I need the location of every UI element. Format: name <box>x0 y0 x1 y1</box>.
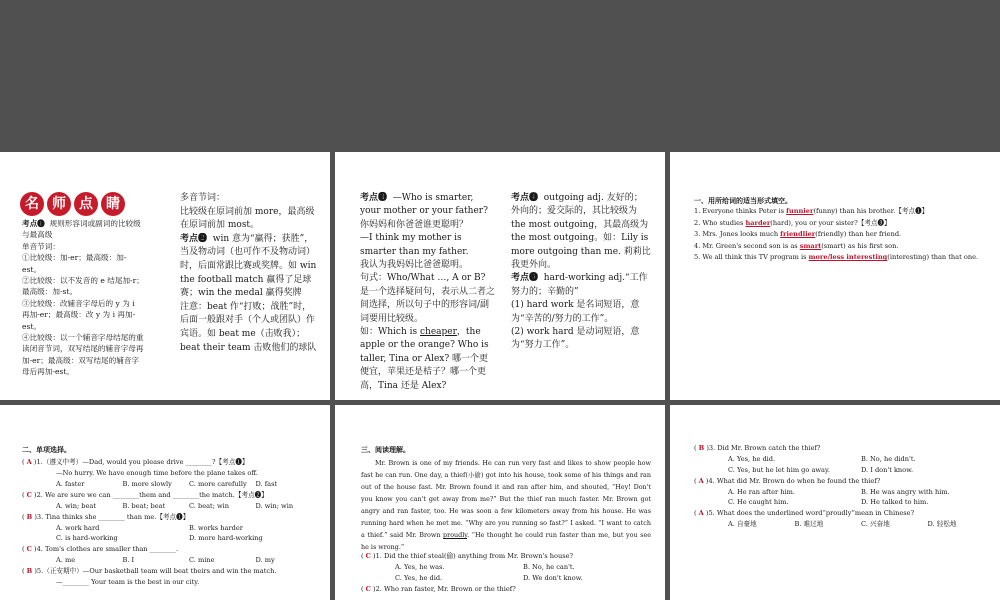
key-point-1 <box>22 218 144 378</box>
question: ( B )3. Tina thinks she ________ than me.【考点❶】 <box>22 512 190 521</box>
panel-reading-continued <box>670 405 1000 600</box>
key-point-2 <box>180 233 320 355</box>
fill-in-item: 5. We all think this TV program is more/less interesting(interesting) than that one. <box>694 253 979 262</box>
key-point-3 <box>360 192 496 326</box>
badge <box>20 192 125 216</box>
key-point-3-example <box>360 326 496 393</box>
answer: harder <box>745 218 771 227</box>
answer: friendlier <box>780 230 816 239</box>
fill-in-heading: 一、用所给词的适当形式填空。 <box>694 196 792 205</box>
question-continued: —________ Your team is the best in our city. <box>56 577 200 586</box>
options: A. work hard B. works harder C. is hard-working D. more hard-working <box>56 523 263 543</box>
question: ( A )5. What does the underlined word“proudly”mean in Chinese? <box>694 509 915 518</box>
question: ( A )1.（遵义中考）—Dad, would you please drive ________?【考点❶】 <box>22 458 249 466</box>
column-2 <box>511 192 651 353</box>
options: A. me B. I C. mine D. my <box>56 556 275 565</box>
options: A. Yes, he was. B. No, he can't. C. Yes, he did. D. We don't know. <box>395 563 583 582</box>
question: ( B )3. Did Mr. Brown catch the thief? <box>694 444 821 452</box>
question: ( A )4. What did Mr. Brown do when he found the thief? <box>694 476 881 485</box>
question-continued: —No hurry. We have enough time before the plane takes off. <box>56 469 258 477</box>
key-point-5 <box>511 272 651 352</box>
key-point-5-label: 考点❺ <box>511 273 539 284</box>
underlined-word: proudly <box>443 531 468 539</box>
panel-fill-in-exercise <box>670 152 1000 400</box>
fill-in-item: 4. Mr. Green's second son is as smart(smart) as his first son. <box>694 241 899 250</box>
key-point-2-text: win 意为“赢得；获胜”，当及物动词（也可作不及物动词）时，后面常跟比赛或奖牌。如 win the football match 赢得了足球赛；win the medal 赢得奖牌 注意：beat 作“打败；战胜”时，后面一般跟对手（个人或团队）作宾语。如 beat me（击败我）；beat their team 击败他们的球队 <box>180 233 317 353</box>
column-1 <box>360 192 496 393</box>
options: A. Yes, he did. B. No, he didn't. C. Yes, but he let him go away. D. I don't know. <box>728 455 916 474</box>
panel-multiple-choice <box>0 405 330 600</box>
key-point-1-text: 规则形容词或副词的比较级与最高级 单音节词： ①比较级：加-er；最高级：加-est。 ②比较级：以不发音的 e 结尾加-r；最高级：加-st。 ③比较级：改辅音字母后的 y 为 i 再加-er；最高级：改 y 为 i 再加-est。 ④比较级：以一个辅音字母结尾的重读闭音节词，双写结尾的辅音字母再加-er；最高级：双写结尾的辅音字母后再加-est。 <box>22 219 144 377</box>
key-point-3-label: 考点❸ <box>360 193 388 203</box>
example-pre: 如：Which is <box>360 327 420 338</box>
question: ( C )2. We are sure we can ________them and ________the match.【考点❷】 <box>22 490 268 499</box>
key-point-2-label: 考点❷ <box>180 233 208 244</box>
answer: funnier <box>786 207 814 215</box>
question: ( C )1. Did the thief steal(偷) anything from Mr. Brown's house? <box>361 552 574 560</box>
fill-in-item: 2. Who studies harder(hard), you or your sister?【考点❸】 <box>694 218 891 227</box>
key-point-4-label: 考点❹ <box>511 193 539 203</box>
key-point-4 <box>511 192 651 272</box>
fill-in-item: 3. Mrs. Jones looks much friendlier(friendly) than her friend. <box>694 230 902 239</box>
example-underlined: cheaper <box>419 327 457 338</box>
mc-heading: 二、单项选择。 <box>22 445 71 454</box>
question: ( C )2. Who ran faster, Mr. Brown or the thief? <box>361 584 516 593</box>
multi-syllable-text: 多音节词： 比较级在原词前加 more，最高级在原词前加 most。 <box>180 193 315 231</box>
column-2 <box>180 192 320 355</box>
question: ( B )5.（正安期中）—Our basketball team will beat theirs and win the match. <box>22 566 277 575</box>
key-point-1-label: 考点❶ <box>22 219 45 228</box>
reading-questions <box>694 443 994 530</box>
key-point-3-text: —Who is smarter, your mother or your father? 你妈妈和你爸爸谁更聪明？ —I think my mother is smarter than my father. 我认为我妈妈比爸爸聪明。 句式：Who/What …, A or B? 是一个选择疑问句，表示从二者之间选择，所以句子中的形容词/副词要用比较级。 <box>360 193 496 324</box>
options: A. faster B. more slowly C. more carefully D. fast <box>56 480 278 488</box>
panel-reading <box>335 405 665 600</box>
badge-char: 睛 <box>101 192 125 216</box>
reading-heading: 三、阅读理解。 <box>361 445 410 454</box>
question: ( C )4. Tom's clothes are smaller than ________. <box>22 545 179 554</box>
answer: smart <box>799 241 822 250</box>
key-point-5-text: hard-working adj.“工作努力的；辛勤的” (1) hard work 是名词短语，意为“辛苦的/努力的工作”。 (2) work hard 是动词短语，意为“努力工作”。 <box>511 273 648 351</box>
answer: more/less interesting <box>808 253 888 262</box>
badge-char: 师 <box>47 192 71 216</box>
badge-char: 名 <box>20 192 44 216</box>
key-point-4-text: outgoing adj. 友好的；外向的；爱交际的，其比较级为 the most outgoing，其最高级为 the most outgoing。如：Lily is more outgoing than me. 莉莉比我更外向。 <box>511 193 652 271</box>
fill-in-item: 1. Everyone thinks Peter is funnier(funny) than his brother.【考点❶】 <box>694 207 929 215</box>
reading-passage: Mr. Brown is one of my friends. He can run very fast and likes to show people how fast he can run. One day, a thief(小偷) got into his house, took some of his things and ran out of the house fast. Mr. Brown found it and ran after him, and shouted, “Hey! Don't you know you can't get away from me?” But the thief ran much faster. Mr. Brown got angry and ran faster, too. He was soon a few kilometers away from his house. He was running hard when he met me. “Why are you running so fast?” I asked. “I want to catch a thief.” said Mr. Brown proudly. “He thought he could run faster than me, but you see he is wrong.” <box>361 459 652 551</box>
panel-exam-notes-2 <box>335 152 665 400</box>
options: A. 自豪地 B. 难过地 C. 兴奋地 D. 轻松地 <box>728 520 957 529</box>
reading-questions <box>361 551 651 595</box>
example-post: ，the apple or the orange? Who is taller, Tina or Alex? 哪一个更便宜，苹果还是桔子？哪一个更高，Tina 还是 Alex? <box>360 327 489 391</box>
fill-in-list <box>694 206 994 264</box>
options: A. He ran after him. B. He was angry with him. C. He caught him. D. He talked to him. <box>728 487 950 507</box>
panel-exam-notes-1 <box>0 152 330 400</box>
options: A. win; beat B. beat; beat C. beat; win D. win; win <box>56 501 294 510</box>
mc-list <box>22 457 322 588</box>
badge-char: 点 <box>74 192 98 216</box>
